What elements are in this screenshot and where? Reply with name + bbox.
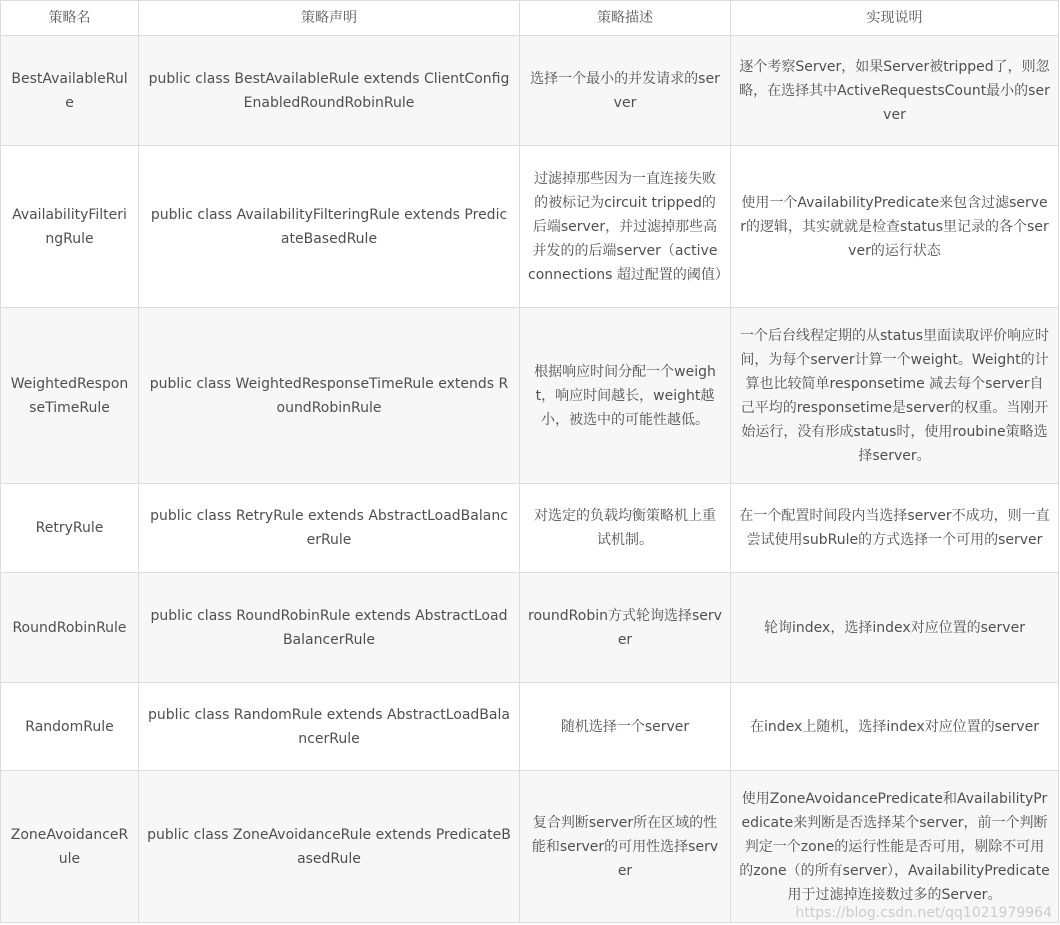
rule-declaration-cell: public class RoundRobinRule extends AbstractLoadBalancerRule bbox=[139, 573, 520, 683]
table-header-row bbox=[1, 1, 1059, 36]
rule-name-cell: RandomRule bbox=[1, 683, 139, 771]
table-row bbox=[1, 683, 1059, 771]
rule-name-cell: RoundRobinRule bbox=[1, 573, 139, 683]
table-row bbox=[1, 573, 1059, 683]
rule-declaration-cell: public class RetryRule extends AbstractLoadBalancerRule bbox=[139, 484, 520, 573]
rule-declaration-cell: public class BestAvailableRule extends ClientConfigEnabledRoundRobinRule bbox=[139, 36, 520, 146]
rule-name-cell: ZoneAvoidanceRule bbox=[1, 771, 139, 923]
rule-name-cell: RetryRule bbox=[1, 484, 139, 573]
rule-implementation-cell: 逐个考察Server，如果Server被tripped了，则忽略，在选择其中ActiveRequestsCount最小的server bbox=[731, 36, 1059, 146]
rule-name-cell: AvailabilityFilteringRule bbox=[1, 146, 139, 308]
rule-implementation-cell: 一个后台线程定期的从status里面读取评价响应时间，为每个server计算一个weight。Weight的计算也比较简单responsetime 减去每个server自己平均的responsetime是server的权重。当刚开始运行，没有形成status时，使用roubine策略选择server。 bbox=[731, 308, 1059, 484]
rule-declaration-cell: public class WeightedResponseTimeRule extends RoundRobinRule bbox=[139, 308, 520, 484]
rule-implementation-cell: 使用一个AvailabilityPredicate来包含过滤server的逻辑，其实就就是检查status里记录的各个server的运行状态 bbox=[731, 146, 1059, 308]
rule-description-cell: roundRobin方式轮询选择server bbox=[520, 573, 731, 683]
rule-implementation-cell: 在index上随机，选择index对应位置的server bbox=[731, 683, 1059, 771]
rule-description-cell: 复合判断server所在区域的性能和server的可用性选择server bbox=[520, 771, 731, 923]
rule-implementation-cell: 使用ZoneAvoidancePredicate和AvailabilityPredicate来判断是否选择某个server，前一个判断判定一个zone的运行性能是否可用，剔除不可用的zone（的所有server），AvailabilityPredicate用于过滤掉连接数过多的Server。 bbox=[731, 771, 1059, 923]
rule-description-cell: 对选定的负载均衡策略机上重试机制。 bbox=[520, 484, 731, 573]
rule-declaration-cell: public class RandomRule extends AbstractLoadBalancerRule bbox=[139, 683, 520, 771]
table-row bbox=[1, 146, 1059, 308]
header-rule-declaration: 策略声明 bbox=[139, 1, 520, 36]
rule-description-cell: 根据响应时间分配一个weight，响应时间越长，weight越小，被选中的可能性越低。 bbox=[520, 308, 731, 484]
watermark-text: https://blog.csdn.net/qq1021979964 bbox=[795, 905, 1052, 921]
rule-name-cell: BestAvailableRule bbox=[1, 36, 139, 146]
table-row bbox=[1, 484, 1059, 573]
rule-implementation-cell: 轮询index，选择index对应位置的server bbox=[731, 573, 1059, 683]
table-row bbox=[1, 771, 1059, 923]
header-implementation: 实现说明 bbox=[731, 1, 1059, 36]
table-row bbox=[1, 308, 1059, 484]
rule-description-cell: 选择一个最小的并发请求的server bbox=[520, 36, 731, 146]
rule-description-cell: 随机选择一个server bbox=[520, 683, 731, 771]
header-rule-description: 策略描述 bbox=[520, 1, 731, 36]
rule-description-cell: 过滤掉那些因为一直连接失败的被标记为circuit tripped的后端server，并过滤掉那些高并发的的后端server（active connections 超过配置的阈值） bbox=[520, 146, 731, 308]
rule-declaration-cell: public class AvailabilityFilteringRule extends PredicateBasedRule bbox=[139, 146, 520, 308]
rule-name-cell: WeightedResponseTimeRule bbox=[1, 308, 139, 484]
table-row bbox=[1, 36, 1059, 146]
rule-implementation-cell: 在一个配置时间段内当选择server不成功，则一直尝试使用subRule的方式选择一个可用的server bbox=[731, 484, 1059, 573]
rule-declaration-cell: public class ZoneAvoidanceRule extends PredicateBasedRule bbox=[139, 771, 520, 923]
header-rule-name: 策略名 bbox=[1, 1, 139, 36]
